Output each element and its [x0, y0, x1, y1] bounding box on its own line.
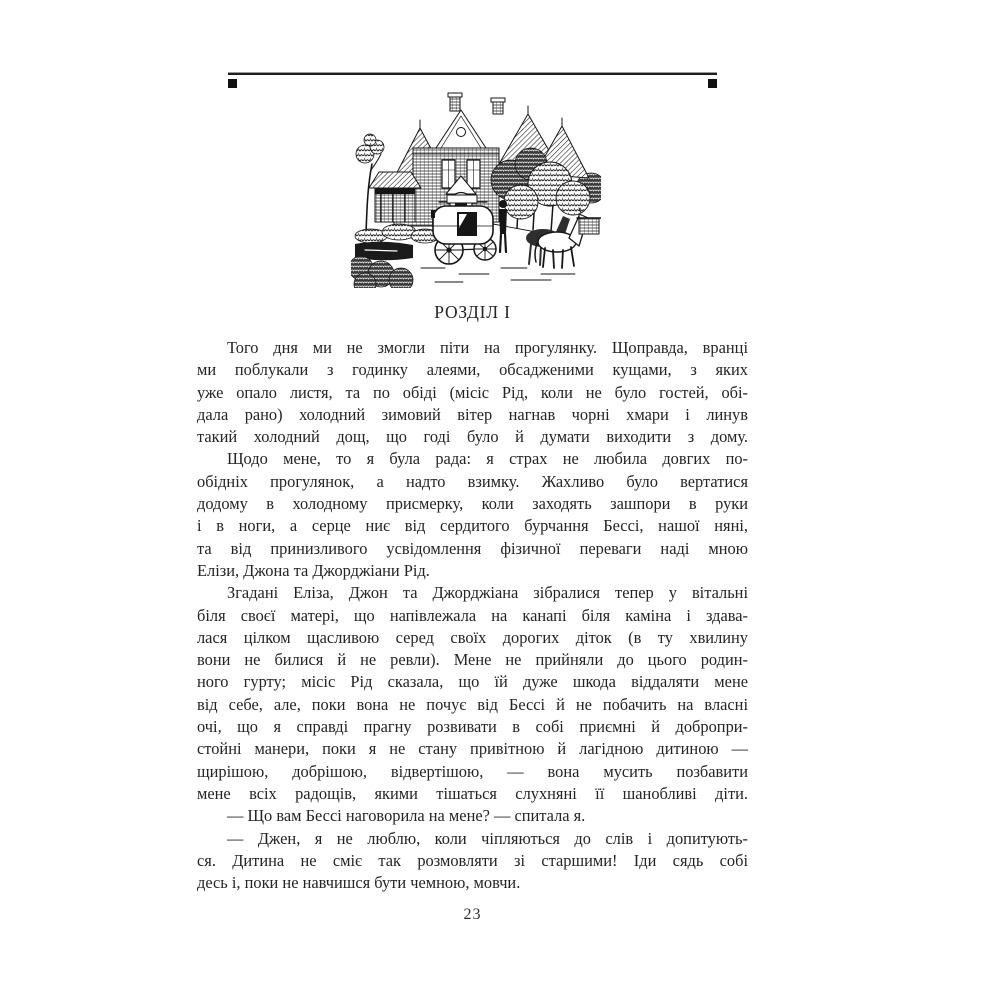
text-line: та від принизливого усвідомлення фізичної переваги наді мною — [197, 538, 748, 558]
body-text — [197, 337, 748, 894]
manor-house-carriage-engraving-icon — [351, 92, 601, 288]
header-rule-line — [228, 72, 717, 75]
text-line: Елізи, Джона та Джорджіани Рід. — [197, 560, 430, 580]
text-line: такий холодний дощ, що годі було й думати виходити з дому. — [197, 427, 748, 447]
text-line: десь і, поки не навчишся бути чемною, мовчи. — [197, 873, 521, 893]
text-line: Того дня ми не змогли піти на прогулянку. Щоправда, вранці — [227, 338, 748, 357]
text-line: і в ноги, а серце ниє від сердитого бурчання Бессі, нашої няні, — [197, 516, 748, 536]
text-line: — Джен, я не люблю, коли чіпляються до слів і допитують- — [227, 828, 748, 848]
chapter-title: РОЗДІЛ I — [434, 302, 511, 322]
paragraph — [197, 805, 748, 827]
header-rule — [228, 72, 717, 90]
page-number: 23 — [463, 906, 482, 923]
header-rule-square-right-icon — [708, 79, 717, 88]
text-line: дала рано) холодний зимовий вітер нагнав чорні хмари і линув — [197, 404, 748, 424]
text-line: стойні манери, поки я не стану привітною й лагідною дитиною — — [197, 739, 748, 759]
text-line: уже опало листя, та по обіді (місіс Рід, коли не було гостей, обі- — [197, 382, 748, 402]
header-rule-square-left-icon — [228, 79, 237, 88]
text-line: щирішою, добрішою, відвертішою, — вона мусить позбавити — [197, 761, 748, 781]
text-line: Згадані Еліза, Джон та Джорджіана зібралися тепер у вітальні — [227, 583, 748, 603]
text-line: від себе, але, поки вона не почує від Бессі й не побачить на власні — [197, 694, 748, 714]
text-line: додому в холодному присмерку, коли заходять зашпори в руки — [197, 494, 748, 514]
paragraph — [197, 828, 748, 895]
text-line: біля своєї матері, що напівлежала на канапі біля каміна і здава- — [197, 605, 748, 625]
paragraph — [197, 337, 748, 448]
text-line: ся. Дитина не сміє так розмовляти зі старшими! Іди сядь собі — [197, 850, 748, 870]
paragraph — [197, 448, 748, 582]
text-line: ми поблукали з годинку алеями, обсадженими кущами, з яких — [197, 360, 748, 380]
text-line: — Що вам Бессі наговорила на мене? — спитала я. — [227, 806, 586, 826]
paragraph — [197, 582, 748, 805]
text-line: ного гурту; місіс Рід сказала, що їй дуже шкода віддаляти мене — [197, 672, 748, 692]
text-line: очі, що я справді прагну розвивати в собі приємні й добропри- — [197, 717, 748, 737]
text-line: вони не билися й не ревли). Мене не прийняли до цього родин- — [197, 650, 748, 670]
text-line: Щодо мене, то я була рада: я страх не любила довгих по- — [227, 449, 748, 469]
text-line: лася цілком щасливою серед своїх дорогих діток (в ту хвилину — [197, 627, 748, 647]
text-line: обідніх прогулянок, а надто взимку. Жахливо було вертатися — [197, 471, 748, 491]
text-line: мене всіх радощів, якими тішаться слухняні її шанобливі діти. — [197, 783, 748, 803]
